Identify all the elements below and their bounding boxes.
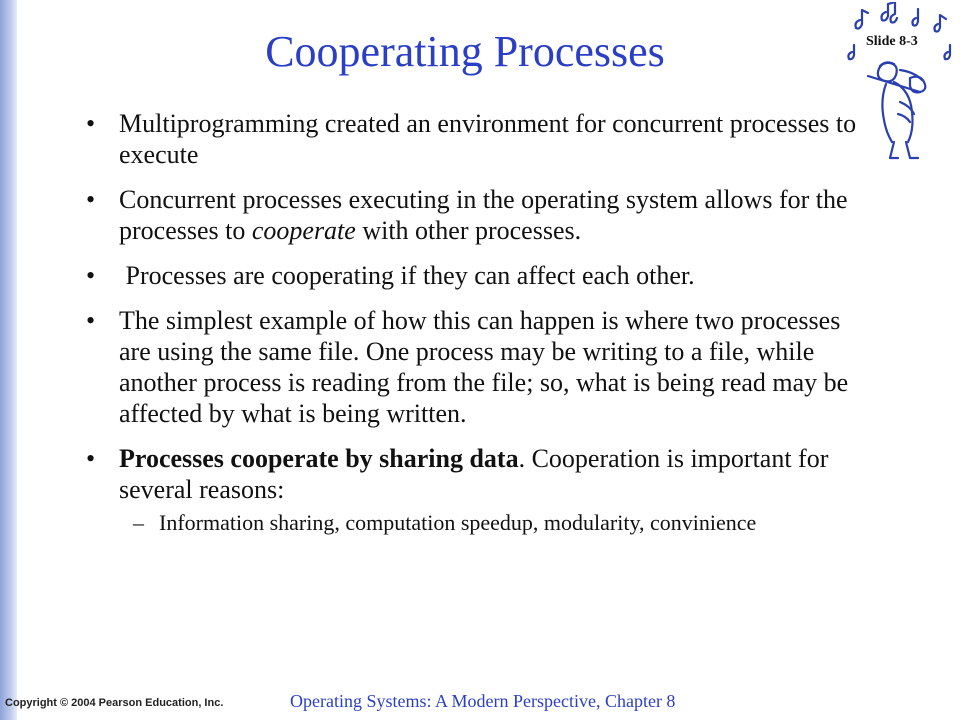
- bullet-text: Multiprogramming created an environment for concurrent processes to execute: [119, 109, 857, 169]
- left-accent-bar: [0, 0, 17, 720]
- bullet-text: . Cooperation is important for several reasons:: [119, 444, 829, 504]
- copyright-notice: Copyright © 2004 Pearson Education, Inc.: [5, 697, 224, 709]
- bold-text: Processes cooperate by sharing data: [119, 444, 519, 473]
- emphasis-text: cooperate: [251, 216, 356, 245]
- sub-bullet-text: Information sharing, computation speedup, modularity, convinience: [159, 510, 757, 535]
- bullet-text: Processes are cooperating if they can affect each other.: [119, 261, 695, 290]
- sub-bullet-item: [119, 509, 876, 536]
- sub-bullet-marker: –: [133, 510, 144, 535]
- bullet-text: with other processes.: [355, 216, 582, 245]
- bullet-item: [76, 184, 876, 246]
- bullet-text: Concurrent processes executing in the operating system allows for the processes to: [119, 185, 848, 245]
- bullet-marker: •: [86, 109, 96, 138]
- bullet-item: [76, 443, 876, 536]
- bullet-marker: •: [86, 444, 96, 473]
- bullet-marker: •: [86, 185, 96, 214]
- slide-title: Cooperating Processes: [265, 27, 665, 76]
- bullet-item: [76, 260, 876, 291]
- bullet-text: The simplest example of how this can happen is where two processes are using the same file. One process may be writing to a file, while another process is reading from the file; so, what is being read may be affected by what is being written.: [119, 306, 849, 428]
- bullet-list: [76, 108, 876, 550]
- sub-bullet-list: [119, 509, 876, 536]
- bullet-marker: •: [86, 261, 96, 290]
- bullet-marker: •: [86, 306, 96, 335]
- bullet-item: [76, 108, 876, 170]
- footer-book-title: Operating Systems: A Modern Perspective, Chapter 8: [290, 691, 676, 711]
- bullet-item: [76, 305, 876, 429]
- slide-number: Slide 8-3: [866, 34, 918, 49]
